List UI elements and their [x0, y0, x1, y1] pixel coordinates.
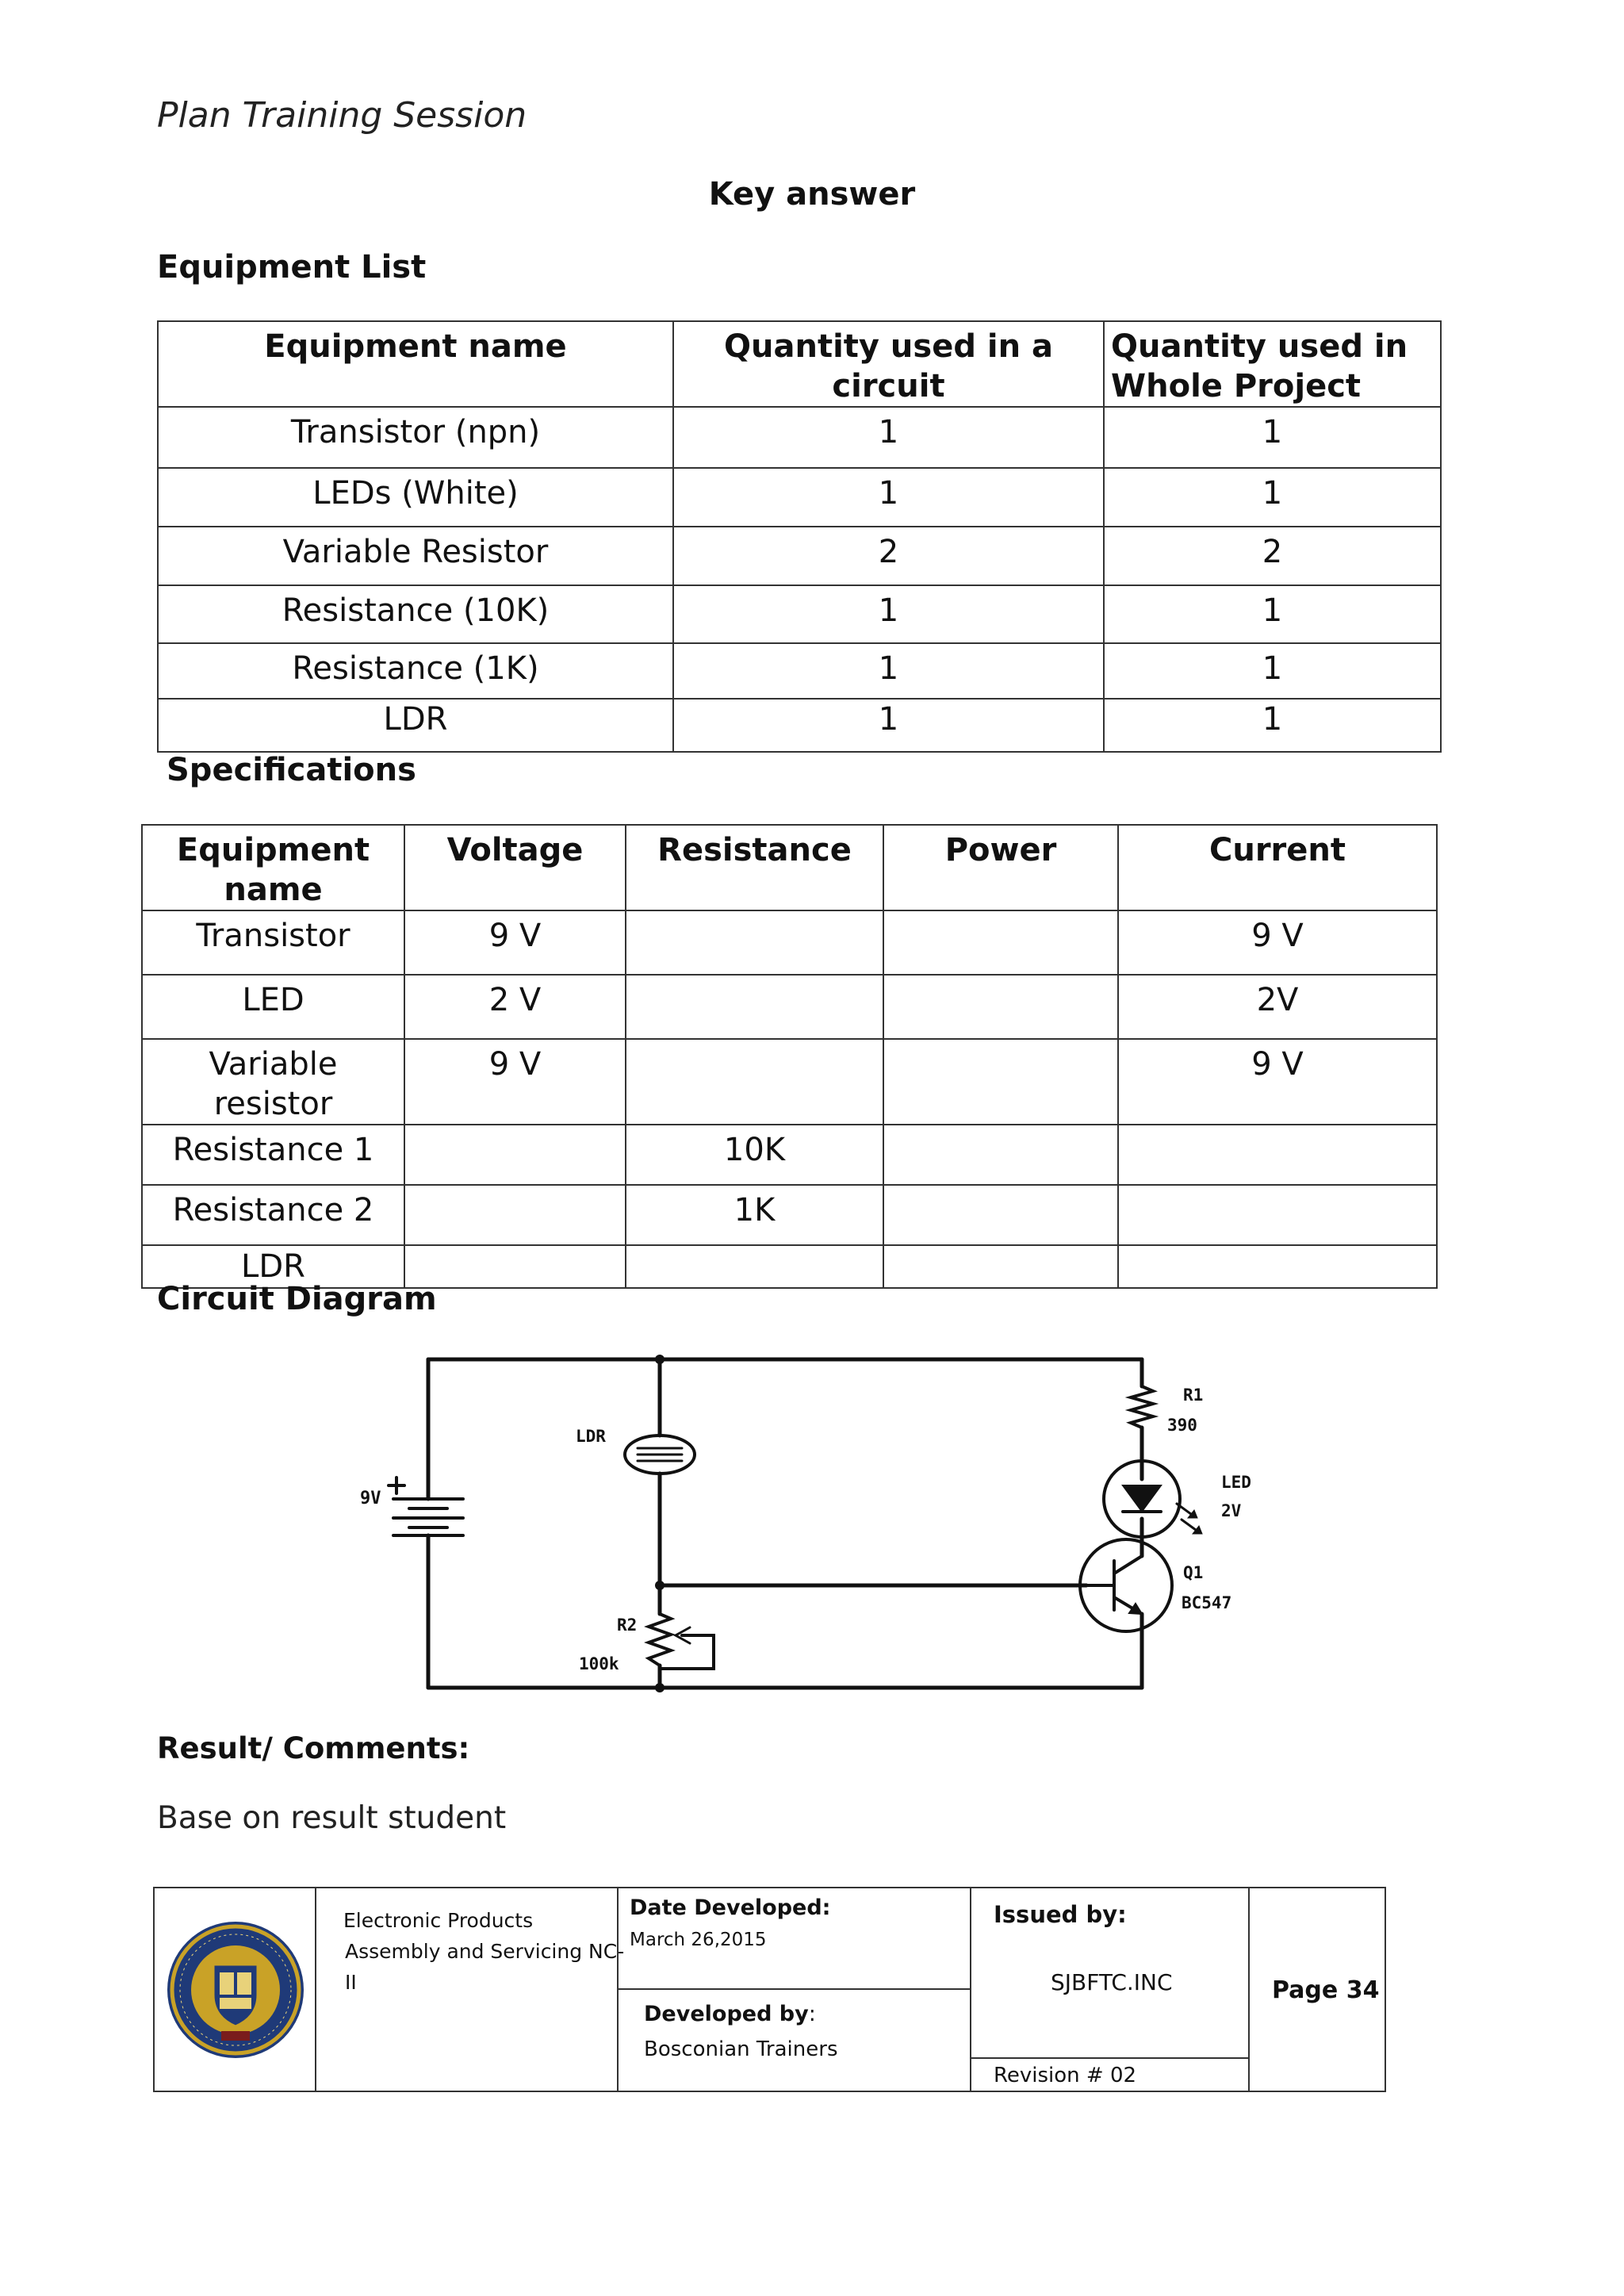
table-cell: 1: [1104, 699, 1441, 752]
table-cell: [626, 910, 883, 975]
table-cell: 1: [1104, 643, 1441, 699]
table-cell: [1118, 1245, 1437, 1288]
course-title-line2: Assembly and Servicing NC-: [345, 1940, 625, 1963]
column-header: Equipment name: [158, 321, 673, 407]
table-cell: 10K: [626, 1125, 883, 1185]
date-developed-value: March 26,2015: [630, 1930, 767, 1950]
column-header: Quantity used in a circuit: [673, 321, 1104, 407]
date-developed-label: Date Developed:: [630, 1895, 831, 1920]
battery-symbol: [389, 1478, 463, 1535]
footer-developer-cell: [617, 1988, 971, 2092]
table-cell: [404, 1245, 626, 1288]
table-cell: 1: [673, 699, 1104, 752]
table-cell: 2 V: [404, 975, 626, 1039]
table-cell: [883, 1245, 1118, 1288]
table-cell: 2V: [1118, 975, 1437, 1039]
table-cell: [626, 1245, 883, 1288]
table-cell: 1: [673, 643, 1104, 699]
table-cell: 1: [1104, 585, 1441, 643]
course-title-line3: II: [345, 1971, 357, 1994]
r2-label: R2: [617, 1616, 638, 1635]
column-header: Resistance: [626, 825, 883, 910]
page-header-title: Plan Training Session: [157, 95, 527, 136]
table-cell: 1: [673, 468, 1104, 527]
ldr-label: LDR: [576, 1427, 606, 1446]
table-cell: 1: [1104, 468, 1441, 527]
table-cell: 1K: [626, 1185, 883, 1245]
table-row: [158, 527, 1441, 585]
table-row: [158, 468, 1441, 527]
q1-part: BC547: [1182, 1593, 1232, 1612]
table-row: [142, 975, 1437, 1039]
footer-issued-cell: [970, 1887, 1250, 2059]
table-cell: [1118, 1125, 1437, 1185]
table-row: [142, 910, 1437, 975]
table-cell: Variable Resistor: [158, 527, 673, 585]
footer-revision-cell: [970, 2057, 1250, 2092]
table-cell: 1: [1104, 407, 1441, 468]
column-header: Quantity used in Whole Project: [1104, 321, 1441, 407]
table-cell: Transistor: [142, 910, 404, 975]
table-row: [158, 643, 1441, 699]
q1-label: Q1: [1183, 1563, 1204, 1582]
table-cell: [404, 1185, 626, 1245]
issued-by-label: Issued by:: [994, 1901, 1127, 1928]
circuit-wires: [428, 1359, 1142, 1688]
r1-resistor-symbol: [1131, 1386, 1153, 1428]
column-header: Voltage: [404, 825, 626, 910]
key-answer-title: Key answer: [708, 176, 916, 213]
developed-by-value: Bosconian Trainers: [644, 2037, 838, 2061]
table-cell: 1: [673, 407, 1104, 468]
table-cell: [883, 975, 1118, 1039]
table-cell: [883, 1039, 1118, 1125]
r2-value: 100k: [579, 1654, 619, 1673]
column-header: Equipment name: [142, 825, 404, 910]
r2-potentiometer-symbol: [649, 1614, 714, 1669]
equipment-list-heading: Equipment List: [157, 249, 427, 286]
circuit-diagram: [333, 1348, 1285, 1713]
equipment-table: [157, 320, 1442, 753]
footer-logo-cell: [153, 1887, 316, 2092]
table-row: [158, 407, 1441, 468]
table-cell: Resistance (10K): [158, 585, 673, 643]
footer-course-cell: [315, 1887, 625, 2092]
table-cell: LDR: [142, 1245, 404, 1288]
table-cell: [1118, 1185, 1437, 1245]
r1-value: 390: [1167, 1416, 1197, 1435]
battery-label: 9V: [360, 1489, 381, 1508]
table-cell: [626, 975, 883, 1039]
column-header: Power: [883, 825, 1118, 910]
circuit-diagram-heading: Circuit Diagram: [157, 1281, 437, 1317]
table-cell: LDR: [158, 699, 673, 752]
column-header: Current: [1118, 825, 1437, 910]
table-cell: [404, 1125, 626, 1185]
table-cell: Variable resistor: [142, 1039, 404, 1125]
issued-by-value: SJBFTC.INC: [1051, 1969, 1173, 1995]
developed-by-label: Developed by:: [644, 2002, 816, 2026]
table-row: [158, 699, 1441, 752]
table-cell: 9 V: [404, 910, 626, 975]
table-row: [142, 1125, 1437, 1185]
r1-label: R1: [1183, 1386, 1204, 1405]
course-title-line1: Electronic Products: [343, 1909, 534, 1932]
table-header-row: [158, 321, 1441, 407]
transistor-q1-symbol: [1080, 1539, 1172, 1631]
led-value: 2V: [1221, 1501, 1242, 1520]
specifications-heading: Specifications: [167, 752, 416, 788]
page-number: Page 34: [1272, 1976, 1380, 2004]
led-symbol: [1104, 1461, 1202, 1537]
table-cell: 9 V: [404, 1039, 626, 1125]
ldr-symbol: [625, 1435, 695, 1474]
table-cell: [883, 1185, 1118, 1245]
footer-page-cell: [1248, 1887, 1386, 2092]
table-cell: 9 V: [1118, 1039, 1437, 1125]
table-cell: 2: [1104, 527, 1441, 585]
table-cell: Resistance 2: [142, 1185, 404, 1245]
document-footer: [153, 1887, 1386, 2092]
table-cell: LED: [142, 975, 404, 1039]
table-cell: 2: [673, 527, 1104, 585]
table-cell: 9 V: [1118, 910, 1437, 975]
table-cell: [883, 1125, 1118, 1185]
table-header-row: [142, 825, 1437, 910]
table-row: [142, 1039, 1437, 1125]
led-label: LED: [1221, 1473, 1251, 1492]
table-cell: [883, 910, 1118, 975]
table-cell: Resistance 1: [142, 1125, 404, 1185]
school-logo: [164, 1918, 307, 2061]
table-row: [158, 585, 1441, 643]
result-heading: Result/ Comments:: [157, 1731, 470, 1765]
specifications-table: [141, 824, 1438, 1289]
table-row: [142, 1185, 1437, 1245]
table-cell: Resistance (1K): [158, 643, 673, 699]
result-text: Base on result student: [157, 1800, 507, 1836]
table-cell: [626, 1039, 883, 1125]
table-cell: 1: [673, 585, 1104, 643]
table-cell: Transistor (npn): [158, 407, 673, 468]
revision-number: Revision # 02: [994, 2064, 1137, 2087]
table-cell: LEDs (White): [158, 468, 673, 527]
footer-date-cell: [617, 1887, 971, 1990]
